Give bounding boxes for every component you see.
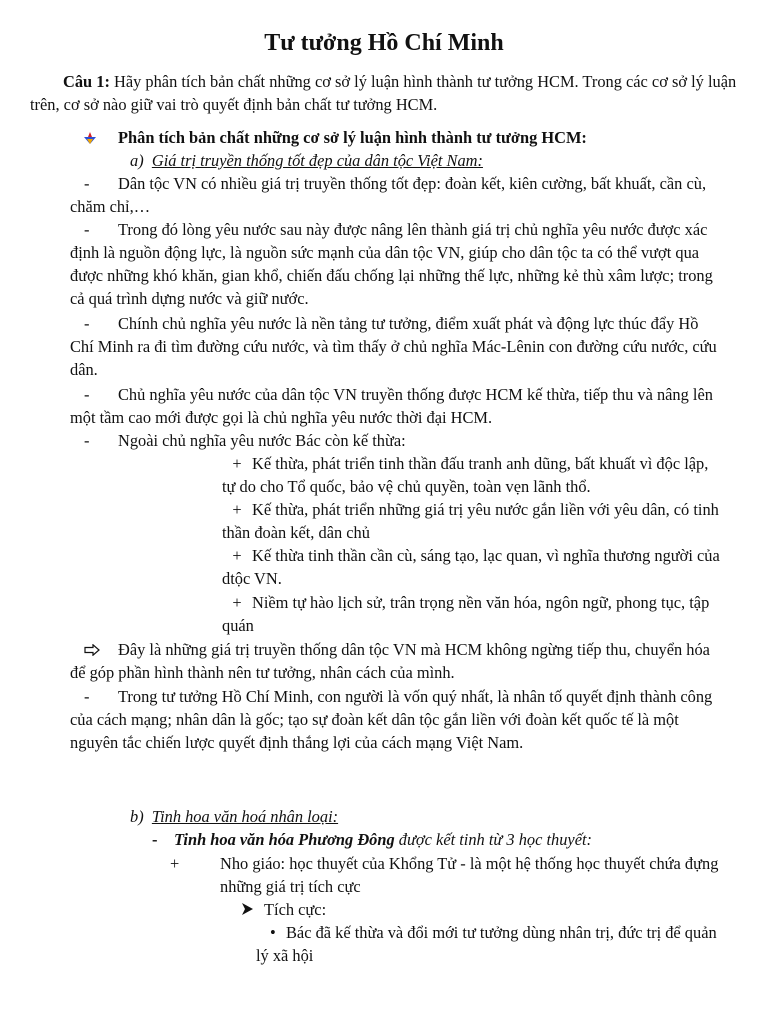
pointer-icon [84, 126, 118, 149]
east-culture-bold: Tinh hoa văn hóa Phương Đông [174, 830, 395, 849]
conclusion-text: Đây là những giá trị truyền thống dân tộc VN mà HCM không ngừng tiếp thu, chuyển hóa để góp phần hình thành nên tư tưởng, nhân cách của mình. [70, 640, 710, 682]
dash-marker: - [84, 174, 90, 193]
dot-item [256, 921, 722, 967]
dash-marker: - [84, 385, 90, 404]
bullet-a-3 [70, 312, 724, 381]
plus-marker: + [232, 454, 242, 473]
page-title: Tư tưởng Hồ Chí Minh [264, 30, 504, 56]
plus-item-3 [222, 544, 720, 590]
bullet-a-3-text: Chính chủ nghĩa yêu nước là nền tảng tư tưởng, điểm xuất phát và động lực thúc đẩy Hồ Chí Minh ra đi tìm đường cứu nước, và tìm thấy ở chủ nghĩa Mác-Lênin con đường cứu nước, cứu dân. [70, 314, 717, 379]
question-paragraph [30, 70, 742, 116]
plus-marker: + [232, 500, 242, 519]
dot-marker: • [270, 923, 276, 942]
plus-item-1 [222, 452, 720, 498]
positive-item [242, 898, 722, 921]
dash-marker: - [84, 431, 90, 450]
dot-item-text: Bác đã kế thừa và đổi mới tư tưởng dùng nhân trị, đức trị để quản lý xã hội [256, 923, 717, 965]
confucian-text: Nho giáo: học thuyết của Khổng Tử - là một hệ thống học thuyết chứa đựng những giá trị tích cực [220, 854, 719, 896]
bullet-a-4 [70, 383, 724, 429]
positive-text: Tích cực: [264, 900, 327, 919]
dash-marker: - [84, 220, 90, 239]
dash-marker: - [84, 687, 90, 706]
plus-item-4-text: Niềm tự hào lịch sử, trân trọng nền văn hóa, ngôn ngữ, phong tục, tập quán [222, 593, 710, 635]
section-b-title: Tinh hoa văn hoá nhân loại: [151, 807, 339, 826]
plus-marker: + [232, 593, 242, 612]
east-culture-rest: được kết tinh từ 3 học thuyết: [394, 830, 592, 849]
section-a-title: Giá trị truyền thống tốt đẹp của dân tộc Việt Nam: [151, 151, 483, 170]
dash-marker: - [84, 314, 90, 333]
question-label: Câu 1: [63, 72, 110, 91]
east-culture-line [152, 828, 742, 851]
bullet-a-6-text: Trong tư tưởng Hồ Chí Minh, con người là vốn quý nhất, là nhân tố quyết định thành công của cách mạng; nhân dân là gốc; tạo sự đoàn kết dân tộc gắn liền với đoàn kết quốc tế là một nguyên tắc chiến lược quyết định thắng lợi của cách mạng Việt Nam. [70, 687, 713, 752]
section-a-marker: a) [130, 151, 144, 170]
question-text: Hãy phân tích bản chất những cơ sở lý luận hình thành tư tưởng HCM. Trong các cơ sở lý luận trên, cơ sở nào giữ vai trò quyết định bản chất tư tưởng HCM. [30, 72, 737, 114]
conclusion-paragraph [70, 638, 724, 684]
bullet-a-2 [70, 218, 724, 310]
bullet-a-2-text: Trong đó lòng yêu nước sau này được nâng lên thành giá trị chủ nghĩa yêu nước được xác định là nguồn động lực, là nguồn sức mạnh của dân tộc VN, giúp cho dân tộc ta có thể vượt qua được những khó khăn, gian khổ, chiến đấu chống lại những thế lực, những kẻ thù xâm lược; trong cả quá trình dựng nước và giữ nước. [70, 220, 713, 308]
bullet-a-4-text: Chủ nghĩa yêu nước của dân tộc VN truyền thống được HCM kế thừa, tiếp thu và nâng lên một tầm cao mới được gọi là chủ nghĩa yêu nước thời đại HCM. [70, 385, 713, 427]
arrowhead-bullet-icon [242, 898, 264, 921]
bullet-a-1-text: Dân tộc VN có nhiều giá trị truyền thống tốt đẹp: đoàn kết, kiên cường, bất khuất, cần cù, chăm chỉ,… [70, 174, 707, 216]
bullet-a-1 [70, 172, 724, 218]
section-a-heading [130, 149, 730, 172]
plus-marker: + [232, 546, 242, 565]
plus-item-2-text: Kế thừa, phát triển những giá trị yêu nước gắn liền với yêu dân, có tinh thần đoàn kết, dân chủ [222, 500, 719, 542]
bullet-a-5-text: Ngoài chủ nghĩa yêu nước Bác còn kế thừa: [118, 431, 406, 450]
plus-item-1-text: Kế thừa, phát triển tinh thần đấu tranh anh dũng, bất khuất vì độc lập, tự do cho Tổ quốc, bảo vệ chủ quyền, toàn vẹn lãnh thổ. [222, 454, 709, 496]
heading-1 [84, 126, 744, 149]
plus-item-3-text: Kế thừa tinh thần cần cù, sáng tạo, lạc quan, vì nghĩa thương người của dtộc VN. [222, 546, 720, 588]
plus-marker: + [170, 854, 180, 873]
double-arrow-icon [84, 638, 118, 661]
plus-item-2 [222, 498, 720, 544]
heading-1-text: Phân tích bản chất những cơ sở lý luận hình thành tư tưởng HCM: [118, 128, 587, 147]
dash-marker: - [152, 830, 158, 849]
section-b-marker: b) [130, 807, 144, 826]
bullet-a-5 [70, 429, 724, 452]
section-b-heading [130, 805, 730, 828]
bullet-a-6 [70, 685, 724, 754]
plus-item-4 [222, 591, 720, 637]
confucian-item [170, 852, 760, 898]
